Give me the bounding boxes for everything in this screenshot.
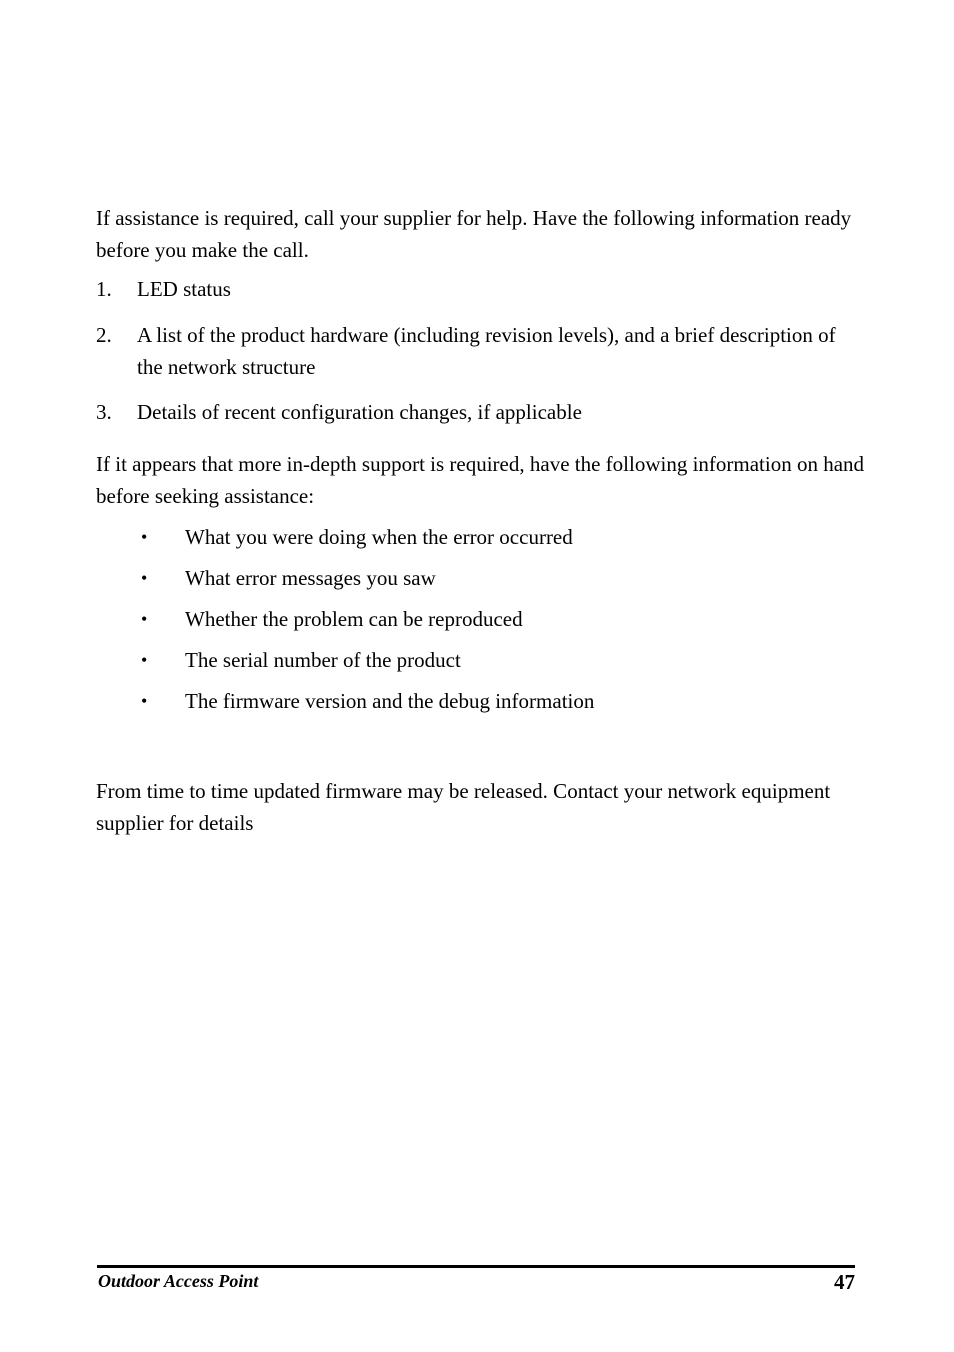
intro-paragraph: If assistance is required, call your supplier for help. Have the following information ready before you make the call. xyxy=(96,206,852,262)
item-number: 3. xyxy=(96,400,112,424)
item-number: 2. xyxy=(96,323,112,347)
bullet-text: The firmware version and the debug information xyxy=(185,689,595,713)
item-text: LED status xyxy=(137,277,231,301)
numbered-item-3 xyxy=(96,396,866,428)
footer-title: Outdoor Access Point xyxy=(98,1271,259,1291)
bullet-text: What error messages you saw xyxy=(185,566,436,590)
bullet-item-5 xyxy=(141,687,841,715)
numbered-item-1 xyxy=(96,273,866,305)
firmware-paragraph: From time to time updated firmware may be released. Contact your network equipment supplier for details xyxy=(96,779,831,835)
numbered-item-2 xyxy=(96,319,866,383)
bullet-icon: • xyxy=(141,609,148,629)
support-paragraph: If it appears that more in-depth support is required, have the following information on hand before seeking assistance: xyxy=(96,452,865,508)
item-text: A list of the product hardware (including revision levels), and a brief description of the network structure xyxy=(137,323,836,379)
bullet-icon: • xyxy=(141,691,148,711)
bullet-text: Whether the problem can be reproduced xyxy=(185,607,523,631)
bullet-text: The serial number of the product xyxy=(185,648,461,672)
bullet-item-3 xyxy=(141,605,841,633)
item-number: 1. xyxy=(96,277,112,301)
bullet-icon: • xyxy=(141,527,148,547)
bullet-icon: • xyxy=(141,568,148,588)
bullet-item-4 xyxy=(141,646,841,674)
bullet-icon: • xyxy=(141,650,148,670)
bullet-item-1 xyxy=(141,523,841,551)
bullet-text: What you were doing when the error occurred xyxy=(185,525,573,549)
page-number: 47 xyxy=(834,1270,855,1294)
footer-divider xyxy=(97,1265,855,1268)
item-text: Details of recent configuration changes, if applicable xyxy=(137,400,582,424)
bullet-item-2 xyxy=(141,564,841,592)
